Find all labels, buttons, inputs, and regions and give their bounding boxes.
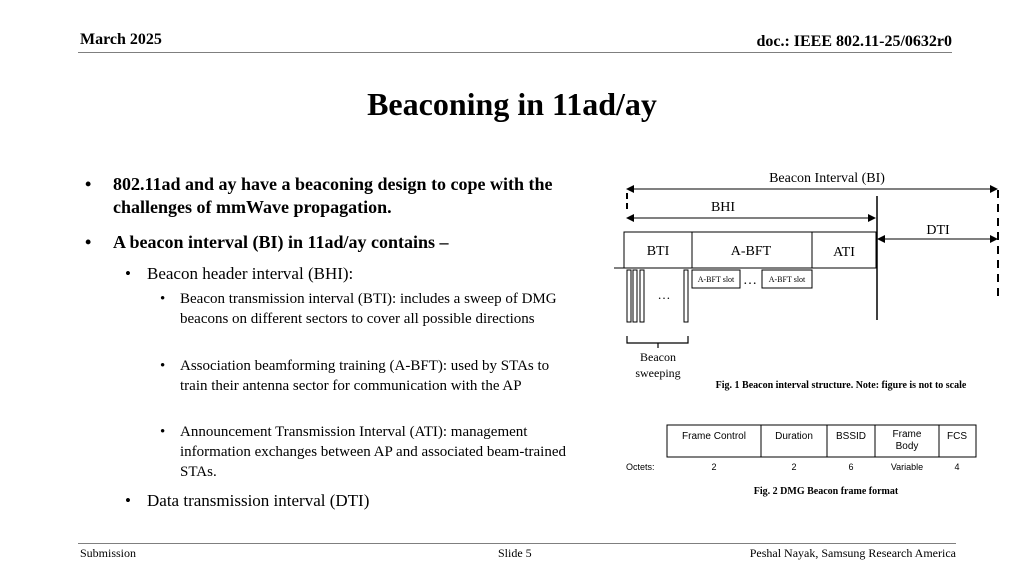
bullet-text: Beacon header interval (BHI):	[147, 264, 354, 283]
abft-slot-ellipsis: …	[743, 273, 757, 288]
bullet-dti	[125, 490, 567, 511]
ati-label: ATI	[833, 245, 855, 260]
abft-label: A-BFT	[730, 244, 772, 259]
bullet-bhi	[125, 263, 567, 284]
fig2-caption: Fig. 2 DMG Beacon frame format	[753, 486, 899, 497]
bullet-dot: •	[85, 232, 92, 252]
bti-label: BTI	[646, 244, 670, 259]
footer-submission: Submission	[80, 546, 137, 560]
bullet-ati	[160, 422, 570, 482]
bullet-beaconing-design	[85, 173, 573, 218]
bullet-dot: •	[85, 174, 92, 194]
beacon-frame-1	[627, 270, 631, 322]
beacon-frame-n	[684, 270, 688, 322]
bullet-text: Association beamforming training (A-BFT): used by STAs to train their antenna sector for communication with the AP	[180, 358, 550, 394]
bullet-bti	[160, 289, 570, 329]
bullet-dot: •	[160, 291, 166, 307]
abft-slot-2-label: A-BFT slot	[768, 275, 806, 284]
field-size: 2	[791, 462, 797, 472]
beacon-sweep-bracket	[627, 336, 688, 348]
frame-body-word: Frame	[892, 429, 922, 440]
field-name: Duration	[775, 431, 813, 442]
bullet-dot: •	[160, 424, 166, 440]
beacon-interval-figure	[600, 160, 1000, 400]
header-divider	[78, 52, 952, 53]
field-name: Frame Control	[682, 431, 746, 442]
field-size: Variable	[890, 462, 924, 472]
slide-title: Beaconing in 11ad/ay	[367, 86, 657, 122]
beacon-frame-2	[633, 270, 637, 322]
bullet-abft	[160, 356, 570, 396]
header-doc-id: doc.: IEEE 802.11-25/0632r0	[756, 33, 952, 50]
beacon-ellipsis: …	[657, 287, 671, 302]
footer-divider	[78, 543, 956, 544]
field-name: BSSID	[835, 431, 867, 442]
bhi-label: BHI	[710, 200, 736, 215]
bullet-text: Announcement Transmission Interval (ATI): management information exchanges between AP and associated beam-trained STAs.	[180, 424, 566, 480]
abft-slot-1-label: A-BFT slot	[697, 275, 735, 284]
bullet-text: Data transmission interval (DTI)	[147, 491, 370, 510]
frame-body-word: Body	[895, 441, 919, 452]
octets-label: Octets:	[626, 462, 655, 472]
bullet-dot: •	[160, 358, 166, 374]
bullet-text: A beacon interval (BI) in 11ad/ay contains –	[113, 232, 449, 252]
dti-label: DTI	[926, 223, 950, 238]
bullet-dot: •	[125, 264, 131, 283]
beacon-sweep-label-2: sweeping	[635, 366, 681, 380]
dmg-beacon-frame-figure	[600, 415, 1000, 510]
field-name-frame-body	[893, 429, 922, 452]
bullet-text: Beacon transmission interval (BTI): includes a sweep of DMG beacons on different sectors to cover all possible directions	[180, 291, 557, 327]
fig1-caption: Fig. 1 Beacon interval structure. Note: figure is not to scale	[715, 380, 967, 391]
bi-label: Beacon Interval (BI)	[769, 171, 885, 186]
field-size: 4	[954, 462, 960, 472]
frame-body-label-group	[893, 429, 922, 452]
field-size: 6	[848, 462, 854, 472]
field-name: FCS	[947, 431, 967, 442]
field-size: 2	[711, 462, 717, 472]
footer-author: Peshal Nayak, Samsung Research America	[749, 546, 956, 560]
beacon-frame-3	[640, 270, 644, 322]
bullet-text: 802.11ad and ay have a beaconing design to cope with the challenges of mmWave propagation.	[113, 174, 553, 217]
beacon-sweep-label-1: Beacon	[640, 350, 676, 364]
footer-slide-number: Slide 5	[498, 546, 532, 560]
bullet-dot: •	[125, 491, 131, 510]
header-date: March 2025	[80, 31, 162, 48]
bullet-beacon-interval	[85, 231, 573, 254]
